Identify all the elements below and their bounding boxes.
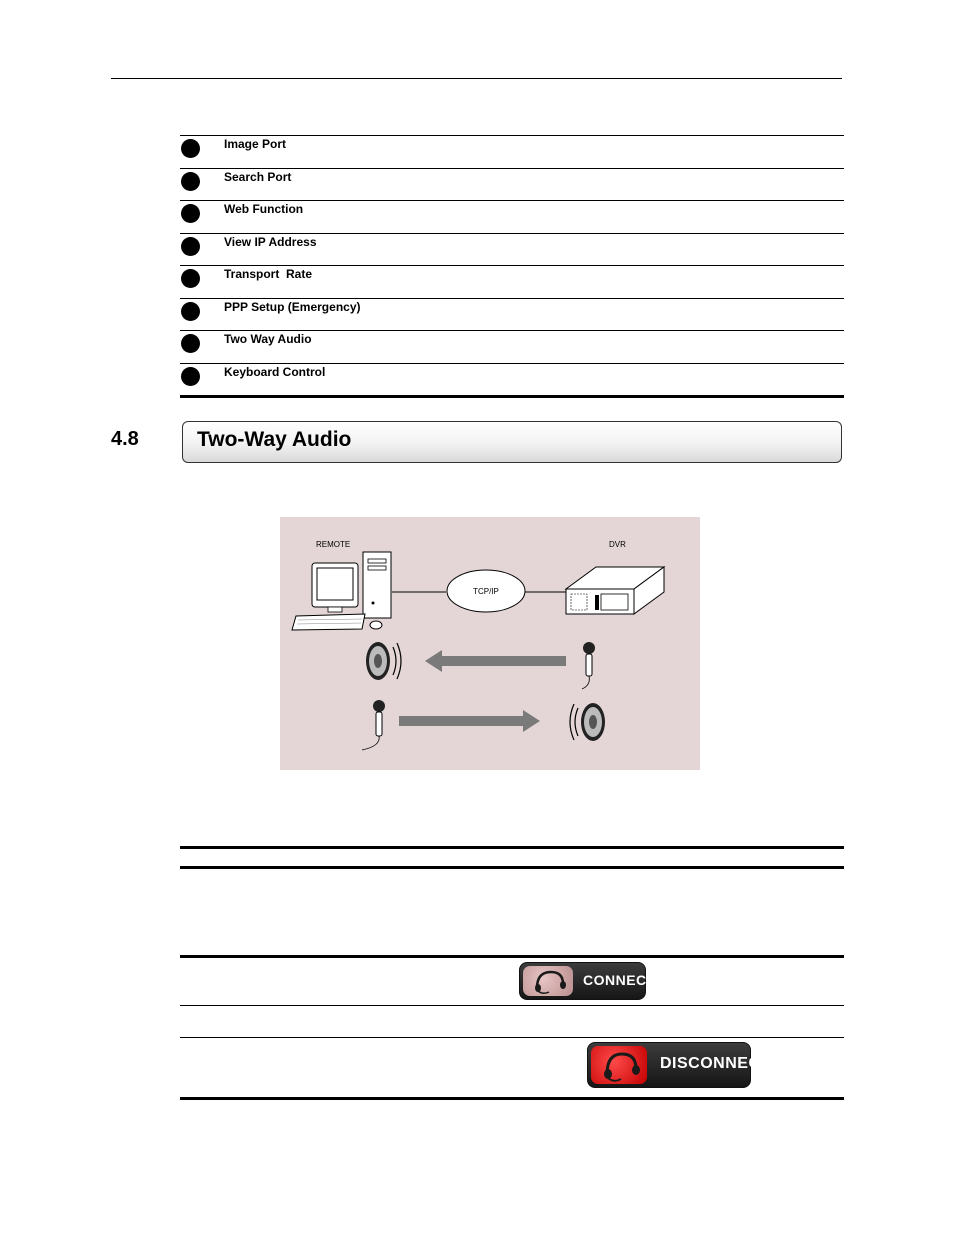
bullet-icon [181, 139, 200, 158]
table-header-rule [180, 866, 844, 869]
table-row-rule [180, 1037, 844, 1038]
bullet-icon [181, 172, 200, 191]
menu-item-label: Web Function [224, 202, 304, 216]
section-heading-box [182, 421, 842, 463]
connect-button[interactable] [519, 962, 656, 1000]
menu-item-label: Transport Rate [224, 267, 313, 281]
headset-icon [591, 1046, 647, 1084]
table-row-rule [180, 1005, 844, 1006]
menu-item-search-port [180, 168, 844, 201]
dvr-label: DVR [609, 540, 626, 549]
section-title: Two-Way Audio [197, 428, 352, 451]
menu-item-keyboard-control [180, 363, 844, 396]
network-label: TCP/IP [473, 587, 499, 596]
menu-item-view-ip-address [180, 233, 844, 266]
remote-label: REMOTE [316, 540, 351, 549]
bullet-icon [181, 302, 200, 321]
menu-item-label: View IP Address [224, 234, 317, 249]
bullet-icon [181, 334, 200, 353]
menu-item-transport-rate [180, 265, 844, 298]
bullet-icon [181, 367, 200, 386]
menu-item-two-way-audio [180, 330, 844, 363]
disconnect-button[interactable] [587, 1042, 771, 1088]
menu-item-label: Two Way Audio [224, 332, 312, 346]
section-number: 4.8 [111, 428, 139, 450]
bullet-icon [181, 237, 200, 256]
menu-item-web-function [180, 200, 844, 233]
bullet-icon [181, 269, 200, 288]
connect-label: CONNECT [583, 972, 656, 988]
menu-item-label: Keyboard Control [224, 364, 326, 379]
network-menu-list [180, 135, 844, 395]
menu-item-ppp-setup [180, 298, 844, 331]
two-way-audio-diagram [280, 517, 700, 770]
bullet-icon [181, 204, 200, 223]
header-rule [111, 78, 842, 79]
menu-item-label: Search Port [224, 169, 292, 184]
disconnect-label: DISCONNECT [660, 1055, 771, 1072]
table-row-rule [180, 955, 844, 958]
menu-item-label: PPP Setup (Emergency) [224, 299, 361, 314]
headset-icon [523, 966, 573, 996]
table-top-rule [180, 846, 844, 849]
menu-item-label: Image Port [224, 137, 287, 151]
menu-item-image-port [180, 135, 844, 168]
table-bottom-rule [180, 1097, 844, 1100]
table-end-rule [180, 395, 844, 398]
